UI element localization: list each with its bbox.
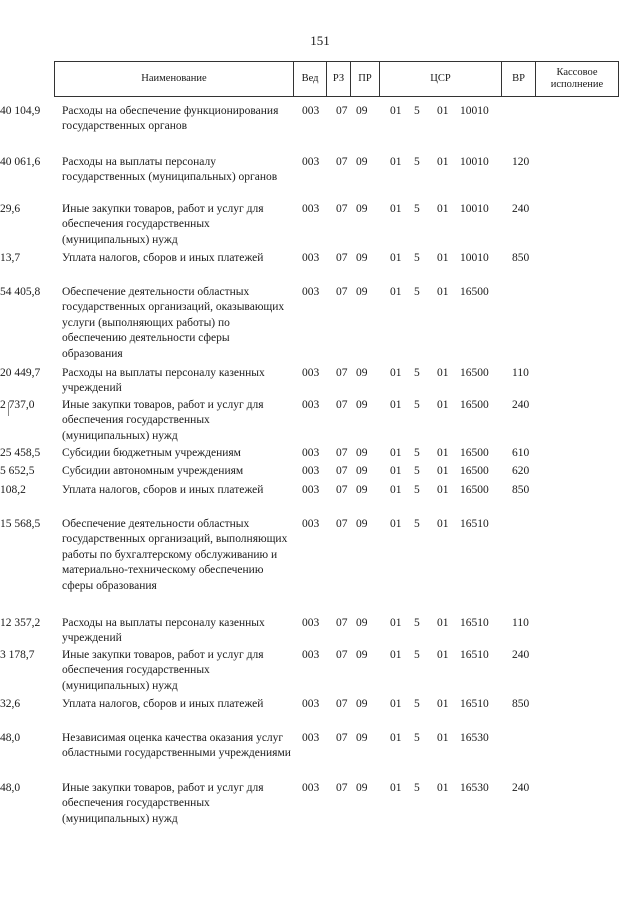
cell-c1: 01 [390,617,402,629]
cell-amount: 108,2 [0,484,26,496]
cell-vr: 240 [512,649,530,661]
cell-c4: 16530 [460,782,489,794]
cell-ved: 003 [302,399,320,411]
cell-rz: 07 [336,782,348,794]
cell-ved: 003 [302,484,320,496]
cell-c1: 01 [390,252,402,264]
cell-vr: 240 [512,203,530,215]
cell-c4: 16500 [460,447,489,459]
cell-c1: 01 [390,698,402,710]
cell-rz: 07 [336,465,348,477]
cell-pr: 09 [356,782,368,794]
cell-amount: 15 568,5 [0,518,41,530]
cell-amount: 2 737,0 [0,399,35,411]
cell-c1: 01 [390,399,402,411]
cell-vr: 110 [512,617,529,629]
cell-pr: 09 [356,484,368,496]
cell-name: Субсидии автономным учреждениям [62,465,244,477]
cell-rz: 07 [336,399,348,411]
cell-name: Расходы на выплаты персоналу казенных учреждений [62,617,265,645]
cell-pr: 09 [356,252,368,264]
cell-rz: 07 [336,286,348,298]
cell-ved: 003 [302,286,320,298]
cell-pr: 09 [356,617,368,629]
cell-rz: 07 [336,203,348,215]
cell-name: Расходы на выплаты персоналу государственных (муниципальных) органов [62,156,278,184]
cell-c3: 01 [437,617,449,629]
cell-c3: 01 [437,698,449,710]
cell-pr: 09 [356,203,368,215]
cell-c2: 5 [414,156,420,168]
cell-c2: 5 [414,484,420,496]
cell-c1: 01 [390,465,402,477]
cell-c1: 01 [390,447,402,459]
cell-rz: 07 [336,367,348,379]
cell-c3: 01 [437,203,449,215]
cell-c2: 5 [414,252,420,264]
cell-pr: 09 [356,286,368,298]
cell-c2: 5 [414,617,420,629]
cell-ved: 003 [302,732,320,744]
cell-ved: 003 [302,156,320,168]
cell-rz: 07 [336,252,348,264]
cell-name: Уплата налогов, сборов и иных платежей [62,252,264,264]
cell-ved: 003 [302,105,320,117]
cell-ved: 003 [302,518,320,530]
cell-c1: 01 [390,484,402,496]
cell-c2: 5 [414,465,420,477]
cell-pr: 09 [356,518,368,530]
cell-rz: 07 [336,698,348,710]
cell-c4: 16500 [460,484,489,496]
cell-name: Расходы на обеспечение функционирования государственных органов [62,105,279,133]
cell-c3: 01 [437,518,449,530]
cell-ved: 003 [302,465,320,477]
cell-pr: 09 [356,732,368,744]
cell-name: Обеспечение деятельности областных государственных организаций, оказывающих услуги (выполняющих работы) по обеспечению деятельности сферы образования [62,286,285,360]
cell-c4: 16510 [460,518,489,530]
cell-c3: 01 [437,465,449,477]
cell-c2: 5 [414,447,420,459]
cell-vr: 240 [512,399,530,411]
cell-name: Уплата налогов, сборов и иных платежей [62,484,264,496]
cell-pr: 09 [356,367,368,379]
cell-rz: 07 [336,447,348,459]
cell-c2: 5 [414,649,420,661]
cell-c4: 16510 [460,617,489,629]
cell-name: Иные закупки товаров, работ и услуг для обеспечения государственных (муниципальных) нужд [62,782,264,825]
header-pr: ПР [350,61,380,97]
cell-c2: 5 [414,698,420,710]
cell-pr: 09 [356,698,368,710]
header-ved: Вед [293,61,327,97]
cell-rz: 07 [336,518,348,530]
cell-vr: 850 [512,252,530,264]
cell-vr: 110 [512,367,529,379]
cell-c4: 16500 [460,465,489,477]
cell-rz: 07 [336,105,348,117]
cell-c1: 01 [390,286,402,298]
cell-amount: 20 449,7 [0,367,41,379]
header-amount: Кассовое исполнение [535,61,619,97]
cell-pr: 09 [356,649,368,661]
cell-amount: 5 652,5 [0,465,35,477]
cell-amount: 40 061,6 [0,156,41,168]
cell-name: Иные закупки товаров, работ и услуг для обеспечения государственных (муниципальных) нужд [62,399,264,442]
cell-c2: 5 [414,518,420,530]
cell-c2: 5 [414,286,420,298]
cell-c3: 01 [437,484,449,496]
cell-pr: 09 [356,465,368,477]
page-number: 151 [310,33,330,48]
cell-pr: 09 [356,447,368,459]
cell-amount: 25 458,5 [0,447,41,459]
cell-ved: 003 [302,447,320,459]
cell-vr: 620 [512,465,530,477]
cell-c1: 01 [390,732,402,744]
cell-pr: 09 [356,399,368,411]
cell-ved: 003 [302,698,320,710]
header-csr: ЦСР [379,61,502,97]
cell-c3: 01 [437,649,449,661]
cell-c1: 01 [390,649,402,661]
cell-c3: 01 [437,782,449,794]
cell-c2: 5 [414,367,420,379]
cell-c3: 01 [437,367,449,379]
cell-vr: 120 [512,156,530,168]
cell-rz: 07 [336,617,348,629]
cell-vr: 850 [512,484,530,496]
cell-c4: 16500 [460,367,489,379]
cell-c3: 01 [437,105,449,117]
cell-c1: 01 [390,782,402,794]
cell-c4: 10010 [460,252,489,264]
cell-c1: 01 [390,156,402,168]
cell-c4: 16510 [460,698,489,710]
header-rz: РЗ [326,61,351,97]
cell-amount: 32,6 [0,698,21,710]
cell-c4: 16500 [460,286,489,298]
cell-rz: 07 [336,156,348,168]
cell-c4: 10010 [460,203,489,215]
cell-c4: 10010 [460,156,489,168]
cell-name: Иные закупки товаров, работ и услуг для обеспечения государственных (муниципальных) нужд [62,649,264,692]
cell-c2: 5 [414,732,420,744]
cell-name: Расходы на выплаты персоналу казенных учреждений [62,367,265,395]
cell-amount: 13,7 [0,252,21,264]
cell-c4: 16530 [460,732,489,744]
cell-c3: 01 [437,399,449,411]
cell-vr: 610 [512,447,530,459]
cell-name: Субсидии бюджетным учреждениям [62,447,241,459]
cell-ved: 003 [302,252,320,264]
cell-c3: 01 [437,156,449,168]
cell-rz: 07 [336,484,348,496]
header-vr: ВР [501,61,536,97]
cell-name: Обеспечение деятельности областных государственных организаций, выполняющих работы по бухгалтерскому обслуживанию и материально-техническому обеспечению сферы образования [62,518,288,592]
cell-c1: 01 [390,367,402,379]
cell-c3: 01 [437,732,449,744]
cell-ved: 003 [302,367,320,379]
cell-c3: 01 [437,252,449,264]
header-name: Наименование [54,61,294,97]
cell-c2: 5 [414,399,420,411]
cell-amount: 48,0 [0,732,21,744]
cell-pr: 09 [356,105,368,117]
cell-name: Иные закупки товаров, работ и услуг для обеспечения государственных (муниципальных) нужд [62,203,264,246]
cell-c4: 10010 [460,105,489,117]
cell-vr: 850 [512,698,530,710]
cell-amount: 3 178,7 [0,649,35,661]
cell-c2: 5 [414,203,420,215]
cell-pr: 09 [356,156,368,168]
cell-c4: 16500 [460,399,489,411]
cell-c3: 01 [437,447,449,459]
cell-amount: 48,0 [0,782,21,794]
cell-c1: 01 [390,203,402,215]
cell-name: Уплата налогов, сборов и иных платежей [62,698,264,710]
cell-amount: 54 405,8 [0,286,41,298]
cell-c3: 01 [437,286,449,298]
cell-rz: 07 [336,649,348,661]
cell-amount: 29,6 [0,203,21,215]
cell-amount: 12 357,2 [0,617,41,629]
cell-ved: 003 [302,649,320,661]
cell-ved: 003 [302,617,320,629]
cell-vr: 240 [512,782,530,794]
cell-name: Независимая оценка качества оказания услуг областными государственными учреждениями [62,732,291,760]
cell-ved: 003 [302,782,320,794]
cell-rz: 07 [336,732,348,744]
cell-c4: 16510 [460,649,489,661]
cell-c1: 01 [390,105,402,117]
cell-c2: 5 [414,105,420,117]
cell-c2: 5 [414,782,420,794]
cell-c1: 01 [390,518,402,530]
cell-ved: 003 [302,203,320,215]
cell-amount: 40 104,9 [0,105,41,117]
